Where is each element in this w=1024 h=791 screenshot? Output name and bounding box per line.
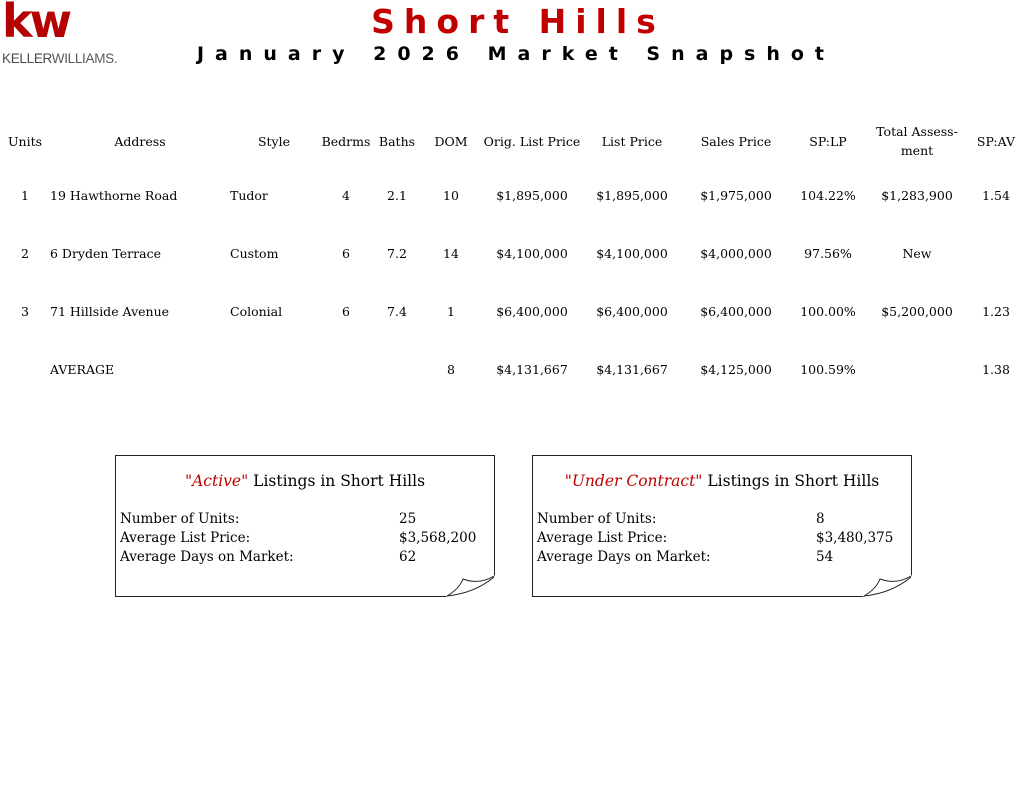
cell-empty (230, 340, 318, 398)
contract-avg-dom-label: Average Days on Market: (537, 549, 711, 565)
active-avg-price-label: Average List Price: (120, 530, 251, 546)
cell-list-price: $6,400,000 (596, 303, 668, 319)
table-row (0, 166, 1024, 224)
cell-sp-av (968, 224, 1024, 282)
contract-box-title-em: "Under Contract" (564, 472, 703, 490)
active-avg-price-value: $3,568,200 (399, 530, 477, 546)
kw-logo-mark: kw (2, 0, 70, 48)
cell-dom: 10 (443, 187, 459, 203)
table-row (0, 282, 1024, 340)
active-box-title-em: "Active" (184, 472, 249, 490)
header-dom: DOM (434, 133, 468, 149)
average-sp-av: 1.38 (982, 361, 1010, 377)
contract-units-label: Number of Units: (537, 511, 657, 527)
cell-total-assessment: $5,200,000 (881, 303, 953, 319)
page-curl-icon (862, 575, 912, 597)
cell-sp-av: 1.54 (982, 187, 1010, 203)
cell-unit: 1 (21, 187, 29, 203)
cell-list-price: $1,895,000 (596, 187, 668, 203)
header-sp-lp: SP:LP (809, 133, 847, 149)
cell-dom: 14 (443, 245, 459, 261)
cell-address: 6 Dryden Terrace (50, 245, 161, 261)
average-label: AVERAGE (50, 361, 115, 377)
cell-unit: 3 (21, 303, 29, 319)
contract-avg-dom-value: 54 (816, 549, 834, 565)
cell-empty (0, 340, 50, 398)
cell-total-assessment: New (902, 245, 932, 261)
header-sp-av: SP:AV (976, 133, 1016, 149)
cell-sp-av: 1.23 (982, 303, 1010, 319)
cell-sales-price: $6,400,000 (700, 303, 772, 319)
header-orig-list-price: Orig. List Price (483, 133, 581, 149)
header-total-assessment (866, 116, 968, 166)
header-baths: Baths (378, 133, 416, 149)
contract-avg-price-value: $3,480,375 (816, 530, 894, 546)
header-bedrms: Bedrms (321, 133, 371, 149)
logo-wordmark-bold: KELLER (2, 51, 52, 66)
cell-baths: 7.2 (387, 245, 407, 261)
cell-sales-price: $1,975,000 (700, 187, 772, 203)
cell-style: Colonial (230, 303, 283, 319)
header-total-assessment-line1: Total Assess- (876, 124, 958, 139)
cell-dom: 1 (447, 303, 455, 319)
cell-bedrms: 6 (342, 303, 350, 319)
header-sales-price: Sales Price (700, 133, 772, 149)
average-sp-lp: 100.59% (800, 361, 856, 377)
contract-box-title-rest: Listings in Short Hills (702, 472, 880, 490)
page-curl-icon (445, 575, 495, 597)
cell-baths: 2.1 (387, 187, 407, 203)
header-total-assessment-line2: ment (900, 143, 934, 158)
active-box-title (116, 472, 494, 490)
cell-style: Tudor (230, 187, 268, 203)
average-list-price: $4,131,667 (596, 361, 668, 377)
average-row (0, 340, 1024, 398)
cell-orig-list-price: $4,100,000 (496, 245, 568, 261)
active-units-value: 25 (399, 511, 417, 527)
header-units: Units (7, 133, 43, 149)
page-title: Short Hills (371, 2, 665, 41)
active-avg-dom-label: Average Days on Market: (120, 549, 294, 565)
cell-empty (318, 340, 374, 398)
active-listings-box (115, 455, 495, 597)
cell-bedrms: 4 (342, 187, 350, 203)
logo-wordmark-rest: WILLIAMS. (51, 51, 118, 66)
cell-orig-list-price: $1,895,000 (496, 187, 568, 203)
header-list-price: List Price (601, 133, 663, 149)
active-units-label: Number of Units: (120, 511, 240, 527)
cell-total-assessment: $1,283,900 (881, 187, 953, 203)
contract-box-title (533, 472, 911, 490)
header-style: Style (257, 133, 291, 149)
active-avg-dom-value: 62 (399, 549, 417, 565)
header-address: Address (114, 133, 166, 149)
cell-empty (374, 340, 420, 398)
cell-baths: 7.4 (387, 303, 407, 319)
average-orig-list-price: $4,131,667 (496, 361, 568, 377)
cell-address: 19 Hawthorne Road (50, 187, 178, 203)
average-dom: 8 (447, 361, 455, 377)
cell-sp-lp: 100.00% (800, 303, 856, 319)
cell-sp-lp: 97.56% (804, 245, 852, 261)
cell-unit: 2 (21, 245, 29, 261)
contract-units-value: 8 (816, 511, 825, 527)
contract-avg-price-label: Average List Price: (537, 530, 668, 546)
average-sales-price: $4,125,000 (700, 361, 772, 377)
cell-sales-price: $4,000,000 (700, 245, 772, 261)
cell-style: Custom (230, 245, 279, 261)
active-box-title-rest: Listings in Short Hills (248, 472, 426, 490)
cell-sp-lp: 104.22% (800, 187, 856, 203)
under-contract-listings-box (532, 455, 912, 597)
cell-empty (866, 340, 968, 398)
page-subtitle: January 2026 Market Snapshot (196, 43, 836, 65)
table-row (0, 224, 1024, 282)
cell-list-price: $4,100,000 (596, 245, 668, 261)
cell-address: 71 Hillside Avenue (50, 303, 170, 319)
sales-table (0, 116, 1024, 398)
cell-orig-list-price: $6,400,000 (496, 303, 568, 319)
cell-bedrms: 6 (342, 245, 350, 261)
table-header-row (0, 116, 1024, 166)
